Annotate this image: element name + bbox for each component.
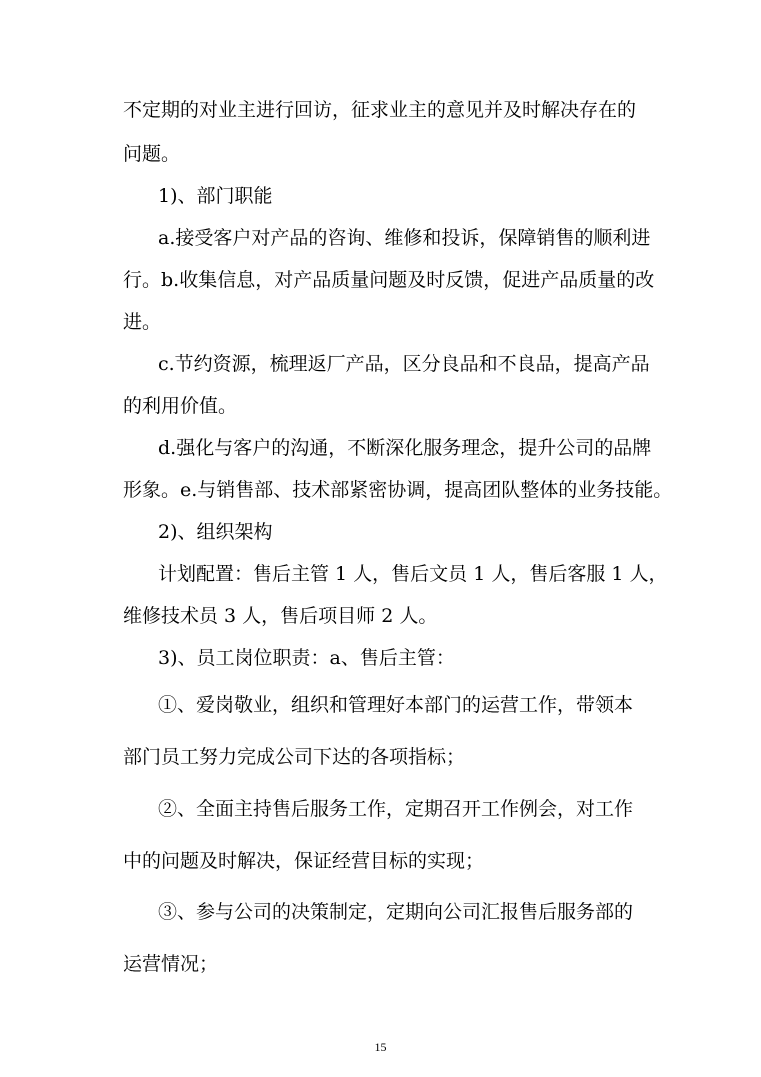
text-line: 问题。 bbox=[123, 143, 181, 165]
text-line: 行。b.收集信息，对产品质量问题及时反馈，促进产品质量的改 bbox=[123, 269, 655, 291]
list-item: ③、参与公司的决策制定，定期向公司汇报售后服务部的 bbox=[158, 901, 634, 923]
text-line: 部门员工努力完成公司下达的各项指标； bbox=[123, 746, 466, 768]
text-line: 维修技术员 3 人，售后项目师 2 人。 bbox=[123, 605, 438, 627]
text-line: 进。 bbox=[123, 311, 162, 333]
text-line: 中的问题及时解决，保证经营目标的实现； bbox=[123, 850, 485, 872]
text-line: 计划配置：售后主管 1 人，售后文员 1 人，售后客服 1 人， bbox=[158, 563, 668, 585]
section-heading: 3)、员工岗位职责：a、售后主管： bbox=[158, 647, 455, 669]
list-item: ①、爱岗敬业，组织和管理好本部门的运营工作，带领本 bbox=[158, 694, 634, 716]
text-line: 的利用价值。 bbox=[123, 395, 238, 417]
text-line: 运营情况； bbox=[123, 953, 219, 975]
text-line: 不定期的对业主进行回访，征求业主的意见并及时解决存在的 bbox=[123, 99, 637, 121]
list-item: ②、全面主持售后服务工作，定期召开工作例会，对工作 bbox=[158, 798, 634, 820]
page-number: 15 bbox=[374, 1040, 387, 1054]
text-line: d.强化与客户的沟通，不断深化服务理念，提升公司的品牌 bbox=[158, 437, 652, 459]
text-line: a.接受客户对产品的咨询、维修和投诉，保障销售的顺利进 bbox=[158, 227, 651, 249]
text-line: 形象。e.与销售部、技术部紧密协调，提高团队整体的业务技能。 bbox=[123, 479, 673, 501]
section-heading: 1)、部门职能 bbox=[158, 185, 273, 207]
section-heading: 2)、组织架构 bbox=[158, 521, 273, 543]
text-line: c.节约资源，梳理返厂产品，区分良品和不良品，提高产品 bbox=[158, 353, 650, 375]
